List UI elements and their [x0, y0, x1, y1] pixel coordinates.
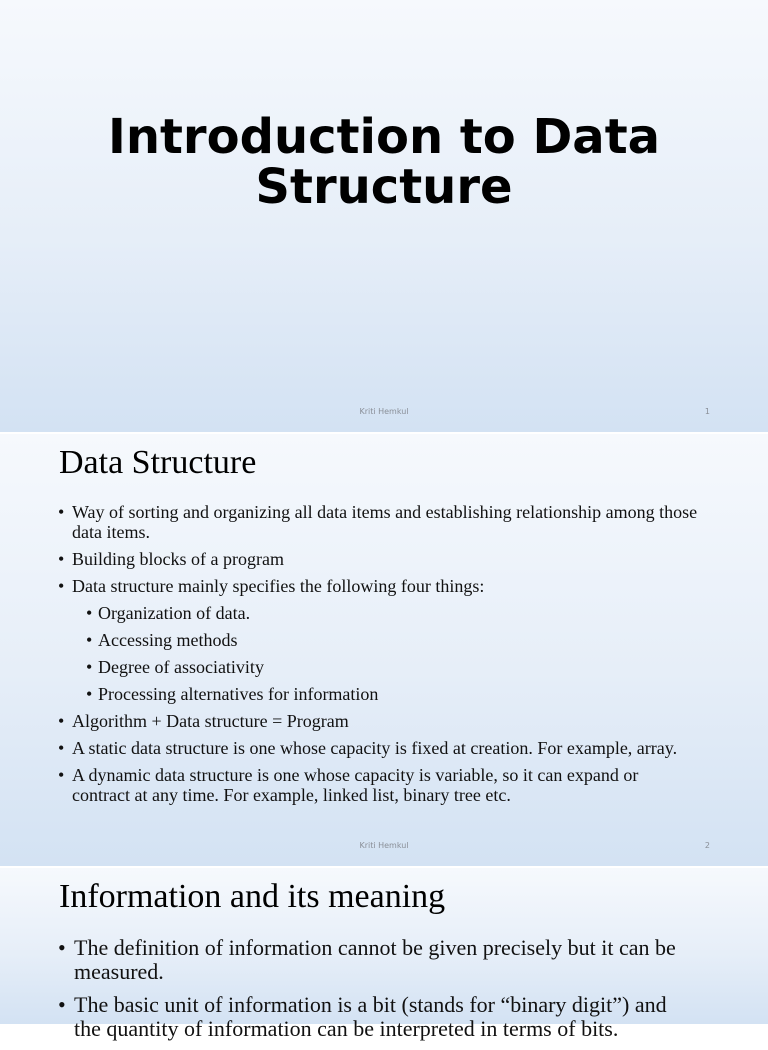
slide-2 [0, 434, 768, 866]
bullet-list [58, 502, 698, 812]
sub-bullet-item: • Accessing methods [86, 630, 698, 650]
slide-1 [0, 0, 768, 432]
bullet-item: • The basic unit of information is a bit (stands for “binary digit”) and the quantity of information can be interpreted in terms of bits. [58, 993, 698, 1041]
bullet-item: • The definition of information cannot be given precisely but it can be measured. [58, 936, 698, 984]
slide-3 [0, 868, 768, 1041]
slide-footer: Kriti Hemkul [359, 407, 409, 416]
slide-heading: Data Structure [59, 444, 257, 481]
bullet-item: • Data structure mainly specifies the following four things: [58, 576, 698, 596]
slide-number: 2 [704, 841, 710, 850]
bullet-item: • Way of sorting and organizing all data items and establishing relationship among those data items. [58, 502, 698, 542]
slide-heading: Information and its meaning [59, 878, 446, 915]
bullet-item: • A dynamic data structure is one whose capacity is variable, so it can expand or contract at any time. For example, linked list, binary tree etc. [58, 765, 698, 805]
slide-footer: Kriti Hemkul [359, 841, 409, 850]
sub-bullet-item: • Degree of associativity [86, 657, 698, 677]
slide-number: 1 [704, 407, 710, 416]
bullet-item: • A static data structure is one whose capacity is fixed at creation. For example, array. [58, 738, 698, 758]
sub-bullet-item: • Organization of data. [86, 603, 698, 623]
bullet-item: • Algorithm + Data structure = Program [58, 711, 698, 731]
sub-bullet-item: • Processing alternatives for information [86, 684, 698, 704]
slide-title: Introduction to Data Structure [107, 109, 661, 215]
bullet-item: • Building blocks of a program [58, 549, 698, 569]
bullet-list [58, 936, 698, 1050]
